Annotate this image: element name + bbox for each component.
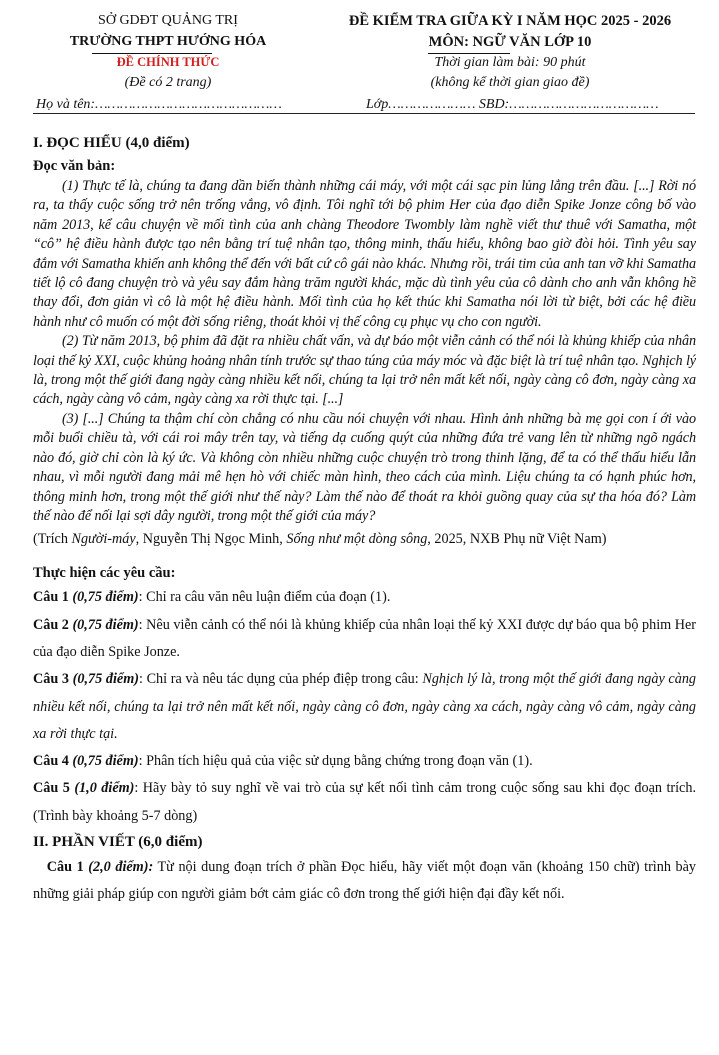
- subject-title: MÔN: NGỮ VĂN LỚP 10: [428, 34, 592, 50]
- section1-title: I. ĐỌC HIỂU (4,0 điểm): [33, 135, 190, 151]
- section2-title: II. PHẦN VIẾT (6,0 điểm): [33, 833, 203, 850]
- page-count-note: (Đề có 2 trang): [124, 75, 212, 90]
- student-name-field: Họ và tên:………………………………………: [36, 97, 282, 112]
- question-1: Câu 1 (0,75 điểm): Chỉ ra câu văn nêu luận điểm của đoạn (1).: [33, 589, 391, 606]
- class-id-field: Lớp………………… SBD:………………………………: [366, 97, 659, 112]
- reading-paragraph-2: (2) Từ năm 2013, bộ phim đã đặt ra nhiều chất vấn, và dự báo một viễn cảnh có thể nói là khủng khiếp của nhân loại thế kỷ XXI, cuộc khủng hoảng nhân tính trước sự thao túng của máy móc và đặc biệt là trí tuệ nhân tạo. Nghịch lý là, trong một thế giới đang ngày càng nhiều kết nối, chúng ta lại trở nên mất kết nối, ngày càng cô đơn, ngày càng xa cách, ngày càng vô cảm, ngày càng xa rời thực tại. [...]: [33, 333, 696, 408]
- school-name: TRƯỜNG THPT HƯỚNG HÓA: [69, 34, 267, 49]
- tasks-label: Thực hiện các yêu cầu:: [33, 565, 176, 582]
- reading-paragraph-1: (1) Thực tế là, chúng ta đang dần biến thành những cái máy, với một cái sạc pin lủng lẳng trên đầu. [...] Rời nó ra, ta thấy cuộc sống trở nên trống vắng, vô định. Tôi nghĩ tới bộ phim Her của đạo diễn Spike Jonze công bố vào năm 2013, kể câu chuyện về mối tình của anh chàng Theodore Twombly làm nghề viết thư thuê với Samatha, một “cô” hệ điều hành được tạo nên bằng trí tuệ nhân tạo, thông minh, thấu hiểu, không bao giờ đòi hỏi. Tình yêu say đắm với Samatha khiến anh không thể đến với bất cứ cô gái nào khác. Nhưng rồi, trái tim của anh tan vỡ khi Samatha tiết lộ cô đang chuyện trò và yêu say đắm hàng trăm người khác, mặc dù tình yêu của cô dành cho anh vẫn không hề thay đổi, đơn giản vì cô là một hệ điều hành. Mối tình của họ kết thúc khi Samatha nói lời từ biệt, bởi các hệ điều hành như cô muốn có một đời sống riêng, thoát khỏi vị thế công cụ phục vụ cho con người.: [33, 178, 696, 330]
- exam-header: [0, 8, 719, 122]
- source-citation: (Trích Người-máy, Nguyễn Thị Ngọc Minh, Sống như một dòng sông, 2025, NXB Phụ nữ Việt Nam): [33, 531, 607, 548]
- writing-question-1: Câu 1 (2,0 điểm): Từ nội dung đoạn trích ở phần Đọc hiểu, hãy viết một đoạn văn (khoảng 150 chữ) trình bày những giải pháp giúp con người giảm bớt cảm giác cô đơn trong thế giới hiện đại đầy kết nối.: [33, 858, 697, 903]
- exam-title: ĐỀ KIỂM TRA GIỮA KỲ I NĂM HỌC 2025 - 2026: [348, 13, 672, 29]
- reading-label: Đọc văn bản:: [33, 158, 116, 174]
- school-underline: [92, 53, 212, 54]
- subject-underline: [428, 53, 510, 54]
- exam-body: [33, 131, 696, 909]
- question-5: Câu 5 (1,0 điểm): Hãy bày tỏ suy nghĩ về vai trò của sự kết nối tình cảm trong cuộc sống sau khi đọc đoạn trích. (Trình bày khoảng 5-7 dòng): [33, 780, 696, 824]
- reading-paragraph-3: (3) [...] Chúng ta thậm chí còn chẳng có nhu cầu nói chuyện với nhau. Hình ảnh những bà mẹ gọi con í ới vào mỗi buổi chiều tà, với cái roi mây trên tay, và tiếng dạ cuống quýt của những đứa trẻ vang lên từ những ngõ ngách nào đó, giờ chỉ còn là ký ức. Và không còn nhiều những cuộc chuyện trò trong thinh lặng, để ta có thể thấu hiểu lẫn nhau, vì mỗi người đang mải mê hẹn hò với chiếc màn hình, theo cách của mình. Liệu chúng ta có hạnh phúc hơn, thông minh hơn, trong một thế giới như thế này? Làm thế nào để thoát ra khỏi guồng quay của sự tha hóa đó? Làm thế nào để nối lại sợi dây người, trong một thế giới của máy?: [33, 410, 696, 524]
- question-4: Câu 4 (0,75 điểm): Phân tích hiệu quả của việc sử dụng bằng chứng trong đoạn văn (1).: [33, 753, 533, 770]
- time-limit-note: (không kể thời gian giao đề): [430, 75, 590, 90]
- time-limit: Thời gian làm bài: 90 phút: [434, 55, 586, 70]
- department-name: SỞ GDĐT QUẢNG TRỊ: [98, 13, 238, 28]
- header-divider: [33, 113, 695, 114]
- official-exam-label: ĐỀ CHÍNH THỨC: [116, 55, 220, 69]
- question-2: Câu 2 (0,75 điểm): Nêu viễn cảnh có thể nói là khủng khiếp của nhân loại thế kỷ XXI được dự báo qua bộ phim Her của đạo diễn Spike Jonze.: [33, 616, 696, 660]
- question-3: Câu 3 (0,75 điểm): Chỉ ra và nêu tác dụng của phép điệp trong câu: Nghịch lý là, trong một thế giới đang ngày càng nhiều kết nối, chúng ta lại trở nên mất kết nối, ngày càng cô đơn, ngày càng xa cách, ngày càng vô cảm, ngày càng xa rời thực tại.: [33, 671, 697, 742]
